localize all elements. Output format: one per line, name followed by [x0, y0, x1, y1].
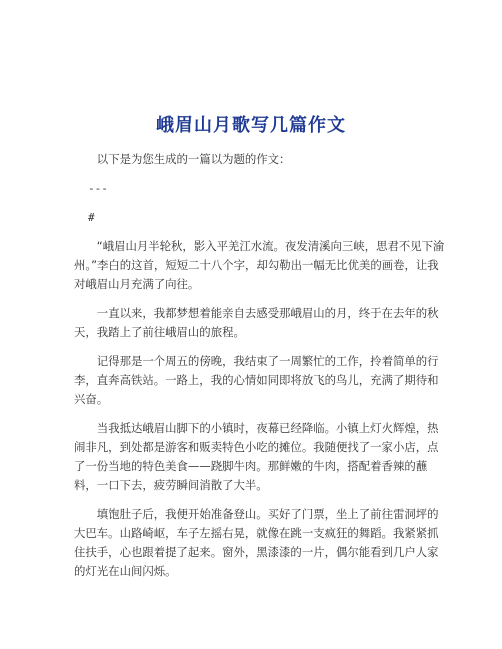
- body-paragraph-5: 填饱肚子后，我便开始准备登山。买好了门票，坐上了前往雷洞坪的大巴车。山路崎岖，车子左摇右晃，就像在跳一支疯狂的舞蹈。我紧紧抓住扶手，心也跟着提了起来。窗外，黑漆漆的一片，偶尔能看到几户人家的灯光在山间闪烁。: [74, 507, 439, 578]
- body-paragraph-2: 一直以来，我都梦想着能亲自去感受那峨眉山的月，终于在去年的秋天，我踏上了前往峨眉山的旅程。: [74, 306, 439, 339]
- document-title: 峨眉山月歌写几篇作文: [156, 115, 346, 136]
- document-body: [74, 150, 446, 591]
- intro-paragraph: 以下是为您生成的一篇以为题的作文：: [96, 152, 291, 166]
- body-paragraph-1: “峨眉山月半轮秋，影入平羌江水流。夜发清溪向三峡，思君不见下渝州。”李白的这首，短短二十八个字，却勾勒出一幅无比优美的画卷，让我对峨眉山月充满了向往。: [74, 239, 445, 291]
- heading-mark: #: [88, 211, 95, 224]
- body-paragraph-3: 记得那是一个周五的傍晚，我结束了一周繁忙的工作，拎着简单的行李，直奔高铁站。一路上，我的心情如同即将放飞的鸟儿，充满了期待和兴奋。: [74, 354, 439, 406]
- body-paragraph-4: 当我抵达峨眉山脚下的小镇时，夜幕已经降临。小镇上灯火辉煌，热闹非凡，到处都是游客和贩卖特色小吃的摊位。我随便找了一家小店，点了一份当地的特色美食——跷脚牛肉。那鲜嫩的牛肉，搭配着香辣的蘸料，一口下去，疲劳瞬间消散了大半。: [74, 421, 439, 492]
- separator-line: ---: [88, 182, 108, 195]
